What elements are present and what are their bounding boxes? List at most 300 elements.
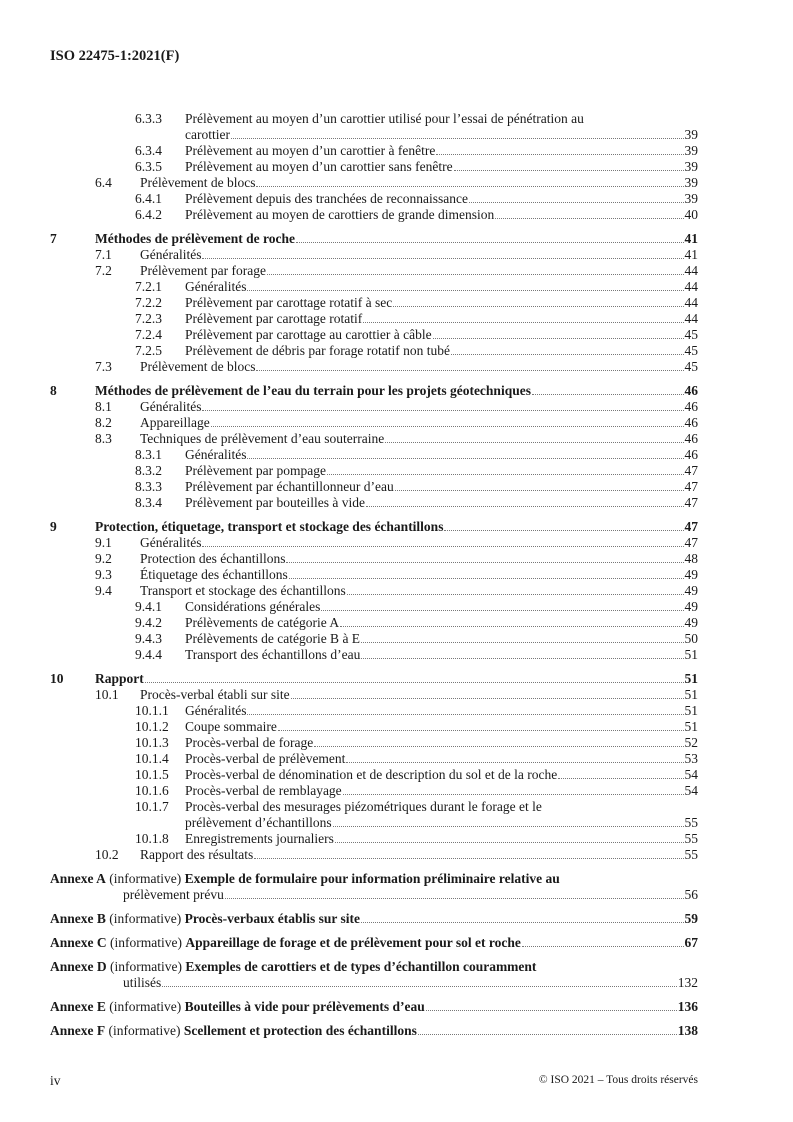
toc-entry-title: Prélèvement par pompage [185,463,326,478]
toc-entry-title-line [140,247,698,263]
toc-entry-title: Prélèvement de blocs [140,359,256,374]
toc-entry-number: 7.2.1 [135,279,162,294]
toc-entry-number: 10.1.5 [135,767,169,782]
toc-entry-title-line [185,143,698,159]
toc-page-number: 138 [677,1023,698,1038]
toc-entry-title-line [50,959,698,975]
dot-leader [202,399,683,411]
toc-entry[interactable] [50,831,698,847]
annex-type: (informative) [109,999,182,1014]
toc-entry-title-line [185,799,698,815]
toc-entry-title: Généralités [185,279,247,294]
toc-entry-number: 7.2.3 [135,311,162,326]
toc-entry-number: 7.2.5 [135,343,162,358]
annex-title: Bouteilles à vide pour prélèvements d’eau [184,999,425,1014]
toc-page-number: 46 [684,415,698,430]
toc-entry-title: Prélèvement depuis des tranchées de reconnaissance [185,191,469,206]
toc-entry[interactable] [50,383,698,399]
toc-entry[interactable] [50,311,698,327]
dot-leader [343,783,684,795]
dot-leader [444,519,683,531]
toc-page-number: 59 [684,911,698,926]
toc-entry-title-line [185,279,698,295]
toc-entry-number: 6.4 [95,175,112,190]
toc-page-number: 46 [684,447,698,462]
dot-leader [558,767,683,779]
annex-entry[interactable] [50,1023,698,1039]
toc-entry-title: Prélèvement de blocs [140,175,256,190]
toc-page-number: 49 [684,583,698,598]
toc-entry-title: Prélèvement au moyen d’un carottier sans fenêtre [185,159,453,174]
toc-entry[interactable] [50,703,698,719]
toc-page-number: 45 [684,359,698,374]
toc-entry-number: 10.2 [95,847,119,862]
toc-entry[interactable] [50,343,698,359]
toc-page-number: 47 [684,535,698,550]
toc-entry[interactable] [50,327,698,343]
toc-page-number: 41 [684,231,698,246]
toc-entry-title-line [185,479,698,495]
annex-title-cont: prélèvement prévu [123,887,224,902]
toc-entry[interactable] [50,495,698,511]
annex-type: (informative) [110,959,182,974]
toc-page-number: 49 [684,599,698,614]
toc-entry-title: Protection, étiquetage, transport et stockage des échantillons [95,519,444,534]
dot-leader [247,703,683,715]
toc-entry-number: 8 [50,383,57,398]
toc-entry-number: 10.1.4 [135,751,169,766]
dot-leader [347,583,684,595]
dot-leader [327,463,684,475]
toc-entry[interactable] [50,719,698,735]
toc-entry[interactable] [50,647,698,663]
toc-page-number: 47 [684,463,698,478]
toc-entry-title-line [123,887,698,903]
toc-entry-title: Prélèvement par échantillonneur d’eau [185,479,394,494]
toc-entry-number: 10.1 [95,687,119,702]
annex-title-cont: utilisés [123,975,162,990]
toc-entry-number: 8.3.2 [135,463,162,478]
toc-page-number: 50 [684,631,698,646]
toc-entry-title-line [50,999,698,1015]
toc-entry[interactable] [50,783,698,799]
toc-entry-title: Prélèvement par carottage rotatif [185,311,363,326]
toc-entry[interactable] [50,359,698,375]
toc-entry-title-line [185,111,698,127]
toc-entry-title-line [140,399,698,415]
toc-entry-title-line [140,551,698,567]
toc-page-number: 54 [684,767,698,782]
annex-entry[interactable] [50,999,698,1015]
dot-leader [256,359,683,371]
toc-entry-title-line [123,975,698,991]
dot-leader [333,815,684,827]
toc-entry-title-line [185,703,698,719]
dot-leader [433,327,684,339]
toc-entry-title: Procès-verbal des mesurages piézométriques durant le forage et le [185,799,542,814]
toc-entry-title-line [185,783,698,799]
toc-entry[interactable] [50,399,698,415]
dot-leader [286,551,683,563]
toc-page-number: 48 [684,551,698,566]
toc-entry-title: Prélèvement de débris par forage rotatif non tubé [185,343,451,358]
dot-leader [314,735,683,747]
dot-leader [451,343,683,355]
toc-entry-title-line [185,631,698,647]
toc-entry[interactable] [50,247,698,263]
toc-entry-number: 7.3 [95,359,112,374]
toc-page-number: 39 [684,127,698,142]
toc-entry[interactable] [50,175,698,191]
toc-entry-number: 7.2.2 [135,295,162,310]
dot-leader [291,687,684,699]
annex-label: Annexe F [50,1023,106,1038]
toc-entry-title-line [185,767,698,783]
dot-leader [532,383,684,395]
toc-entry-title: Procès-verbal de remblayage [185,783,342,798]
dot-leader [436,143,683,155]
annex-type: (informative) [110,935,182,950]
toc-page-number: 39 [684,159,698,174]
dot-leader [522,935,684,947]
toc-entry[interactable] [50,231,698,247]
annex-label: Annexe E [50,999,106,1014]
dot-leader [202,247,683,259]
toc-entry-title-line [140,535,698,551]
dot-leader [361,911,684,923]
annex-title: Procès-verbaux établis sur site [184,911,360,926]
toc-entry-title-line [140,431,698,447]
toc-entry-title: Généralités [185,447,247,462]
toc-entry-title: Prélèvement par bouteilles à vide [185,495,365,510]
page-number: iv [50,1073,61,1088]
toc-entry[interactable] [50,767,698,783]
annex-title-line [50,935,698,951]
annex-title: Scellement et protection des échantillons [183,1023,417,1038]
toc-entry[interactable] [50,615,698,631]
annex-title-line [50,999,698,1015]
toc-entry-number: 9.2 [95,551,112,566]
toc-page-number: 136 [677,999,698,1014]
toc-entry[interactable] [50,111,698,127]
toc-entry-number: 6.3.4 [135,143,162,158]
toc-entry-title: Méthodes de prélèvement de l’eau du terrain pour les projets géotechniques [95,383,531,398]
toc-entry-number: 10.1.2 [135,719,169,734]
dot-leader [231,127,684,139]
toc-entry-number: 9.4 [95,583,112,598]
toc-entry-title-line [95,383,698,399]
toc-page-number: 47 [684,495,698,510]
toc-entry-title-line [185,311,698,327]
toc-entry[interactable] [50,599,698,615]
toc-entry-number: 8.1 [95,399,112,414]
toc-entry-number: 10.1.3 [135,735,169,750]
toc-entry-title: Méthodes de prélèvement de roche [95,231,295,246]
annex-entry[interactable] [50,911,698,927]
toc-page-number: 51 [684,671,698,686]
toc-page-number: 55 [684,847,698,862]
toc-entry-title-line [185,751,698,767]
toc-entry-title: Prélèvements de catégorie A [185,615,340,630]
toc-entry-number: 6.4.2 [135,207,162,222]
toc-entry-title-line [95,231,698,247]
toc-entry[interactable] [50,447,698,463]
toc-entry-title: Généralités [140,535,202,550]
toc-entry-title-line [50,1023,698,1039]
toc-entry-title: Procès-verbal établi sur site [140,687,290,702]
dot-leader [289,567,684,579]
annex-title: Appareillage de forage et de prélèvement pour sol et roche [185,935,521,950]
toc-entry[interactable] [50,567,698,583]
toc-entry-continuation[interactable] [50,127,698,143]
toc-entry[interactable] [50,751,698,767]
toc-entry-title: Prélèvement au moyen d’un carottier utilisé pour l’essai de pénétration au [185,111,584,126]
dot-leader [385,431,683,443]
dot-leader [418,1023,677,1035]
toc-page-number: 46 [684,383,698,398]
toc-entry-title: Techniques de prélèvement d’eau souterraine [140,431,385,446]
toc-entry[interactable] [50,479,698,495]
toc-entry-number: 6.4.1 [135,191,162,206]
table-of-contents [50,111,698,1039]
dot-leader [247,447,683,459]
toc-entry-title: Prélèvement par carottage rotatif à sec [185,295,393,310]
toc-page-number: 132 [677,975,698,990]
toc-entry-title-line [185,327,698,343]
toc-entry-title-line [185,719,698,735]
toc-entry-number: 9.1 [95,535,112,550]
toc-entry-number: 10 [50,671,64,686]
toc-page-number: 51 [684,719,698,734]
dot-leader [335,831,684,843]
toc-entry[interactable] [50,631,698,647]
annex-title-line [50,959,698,975]
toc-entry[interactable] [50,583,698,599]
toc-entry[interactable] [50,463,698,479]
toc-entry-title: Prélèvement au moyen de carottiers de grande dimension [185,207,495,222]
toc-entry-title-line [140,583,698,599]
toc-page-number: 47 [684,519,698,534]
annex-title: Exemples de carottiers et de types d’échantillon couramment [185,959,537,974]
toc-entry-continuation[interactable] [50,815,698,831]
dot-leader [278,719,684,731]
toc-entry-number: 6.3.5 [135,159,162,174]
toc-page-number: 41 [684,247,698,262]
toc-entry-title: Rapport des résultats [140,847,254,862]
toc-entry-title-line [140,687,698,703]
toc-page-number: 45 [684,343,698,358]
toc-entry-number: 8.3.1 [135,447,162,462]
dot-leader [256,175,683,187]
toc-entry-title-line [185,343,698,359]
toc-page-number: 55 [684,815,698,830]
toc-entry-number: 9.4.1 [135,599,162,614]
toc-page-number: 40 [684,207,698,222]
annex-label: Annexe A [50,871,106,886]
toc-entry-title: Enregistrements journaliers [185,831,334,846]
toc-entry-number: 8.3.3 [135,479,162,494]
toc-entry-title: Procès-verbal de prélèvement [185,751,346,766]
toc-page-number: 51 [684,687,698,702]
toc-entry-title-line [185,599,698,615]
toc-entry-title-line [95,671,698,687]
toc-entry-number: 7.2 [95,263,112,278]
toc-entry-number: 9.4.2 [135,615,162,630]
toc-entry-number: 10.1.8 [135,831,169,846]
dot-leader [395,479,684,491]
dot-leader [340,615,683,627]
toc-entry[interactable] [50,687,698,703]
toc-page-number: 44 [684,295,698,310]
toc-entry-title-line [140,847,698,863]
toc-entry-title-line [50,911,698,927]
toc-entry-title-line [185,159,698,175]
dot-leader [426,999,677,1011]
toc-entry[interactable] [50,551,698,567]
toc-entry-number: 9.4.4 [135,647,162,662]
toc-page-number: 54 [684,783,698,798]
toc-page-number: 49 [684,615,698,630]
toc-page-number: 47 [684,479,698,494]
toc-entry[interactable] [50,191,698,207]
toc-page-number: 44 [684,311,698,326]
toc-entry-title-line [185,447,698,463]
dot-leader [361,631,683,643]
toc-entry-title: Considérations générales [185,599,321,614]
toc-entry-title: Transport des échantillons d’eau [185,647,361,662]
toc-entry[interactable] [50,415,698,431]
copyright-notice: © ISO 2021 – Tous droits réservés [538,1074,698,1086]
toc-entry-number: 7.1 [95,247,112,262]
toc-entry[interactable] [50,263,698,279]
toc-page-number: 45 [684,327,698,342]
toc-entry-title-line [185,815,698,831]
toc-entry-number: 8.3 [95,431,112,446]
toc-page-number: 51 [684,703,698,718]
toc-entry[interactable] [50,519,698,535]
dot-leader [361,647,683,659]
toc-entry[interactable] [50,431,698,447]
dot-leader [225,887,684,899]
toc-entry-number: 9.4.3 [135,631,162,646]
toc-entry-title: Prélèvements de catégorie B à E [185,631,361,646]
toc-entry-title: Généralités [140,399,202,414]
toc-entry-number: 10.1.7 [135,799,169,814]
dot-leader [202,535,683,547]
annex-title-line [50,871,698,887]
dot-leader [393,295,683,307]
annex-title-line [50,911,698,927]
toc-entry[interactable] [50,279,698,295]
toc-page-number: 67 [684,935,698,950]
annex-type: (informative) [109,911,182,926]
toc-entry[interactable] [50,847,698,863]
toc-entry-number: 10.1.1 [135,703,169,718]
toc-entry-title: Appareillage [140,415,210,430]
toc-entry-title-line [185,495,698,511]
annex-entry[interactable] [50,935,698,951]
toc-entry[interactable] [50,535,698,551]
annex-title-continuation [50,887,698,903]
toc-entry-number: 10.1.6 [135,783,169,798]
toc-entry[interactable] [50,671,698,687]
dot-leader [145,671,684,683]
toc-page-number: 46 [684,399,698,414]
toc-page-number: 44 [684,279,698,294]
dot-leader [469,191,683,203]
toc-entry-title-line [185,207,698,223]
dot-leader [346,751,683,763]
annex-entry[interactable] [50,871,698,903]
toc-entry-title-line [185,831,698,847]
annex-type: (informative) [109,871,182,886]
annex-label: Annexe D [50,959,107,974]
dot-leader [495,207,683,219]
toc-entry-title: Généralités [185,703,247,718]
toc-entry-number: 8.2 [95,415,112,430]
toc-entry-title-line [50,935,698,951]
toc-page-number: 39 [684,191,698,206]
toc-entry-title-line [140,359,698,375]
toc-entry-title-line [140,415,698,431]
toc-entry-title-line [185,127,698,143]
dot-leader [254,847,683,859]
toc-entry-title: Prélèvement par carottage au carottier à câble [185,327,432,342]
toc-entry[interactable] [50,207,698,223]
document-header: ISO 22475-1:2021(F) [50,48,180,64]
toc-entry-number: 7.2.4 [135,327,162,342]
toc-entry-title-cont: carottier [185,127,230,142]
dot-leader [321,599,683,611]
toc-entry-title: Généralités [140,247,202,262]
toc-entry-title-line [185,463,698,479]
toc-entry-title: Étiquetage des échantillons [140,567,288,582]
annex-title-continuation [50,975,698,991]
toc-entry-title: Rapport [95,671,144,686]
toc-entry[interactable] [50,799,698,815]
dot-leader [454,159,684,171]
toc-entry-number: 7 [50,231,57,246]
toc-entry-title: Transport et stockage des échantillons [140,583,346,598]
toc-entry-title-cont: prélèvement d’échantillons [185,815,332,830]
toc-entry-title-line [185,735,698,751]
annex-label: Annexe C [50,935,107,950]
annex-title: Exemple de formulaire pour information préliminaire relative au [184,871,560,886]
toc-entry-title-line [185,615,698,631]
toc-page-number: 46 [684,431,698,446]
toc-page-number: 51 [684,647,698,662]
toc-entry-title-line [95,519,698,535]
dot-leader [296,231,684,243]
dot-leader [247,279,683,291]
toc-entry-title: Prélèvement par forage [140,263,266,278]
toc-entry[interactable] [50,295,698,311]
toc-page-number: 56 [684,887,698,902]
toc-entry-title: Protection des échantillons [140,551,286,566]
toc-entry-title-line [185,191,698,207]
toc-entry[interactable] [50,735,698,751]
toc-entry-title: Procès-verbal de forage [185,735,314,750]
annex-title-line [50,1023,698,1039]
toc-page-number: 39 [684,143,698,158]
toc-entry-title: Prélèvement au moyen d’un carottier à fenêtre [185,143,436,158]
toc-entry[interactable] [50,143,698,159]
toc-entry[interactable] [50,159,698,175]
annex-entry[interactable] [50,959,698,991]
annex-label: Annexe B [50,911,106,926]
toc-entry-number: 8.3.4 [135,495,162,510]
dot-leader [211,415,684,427]
